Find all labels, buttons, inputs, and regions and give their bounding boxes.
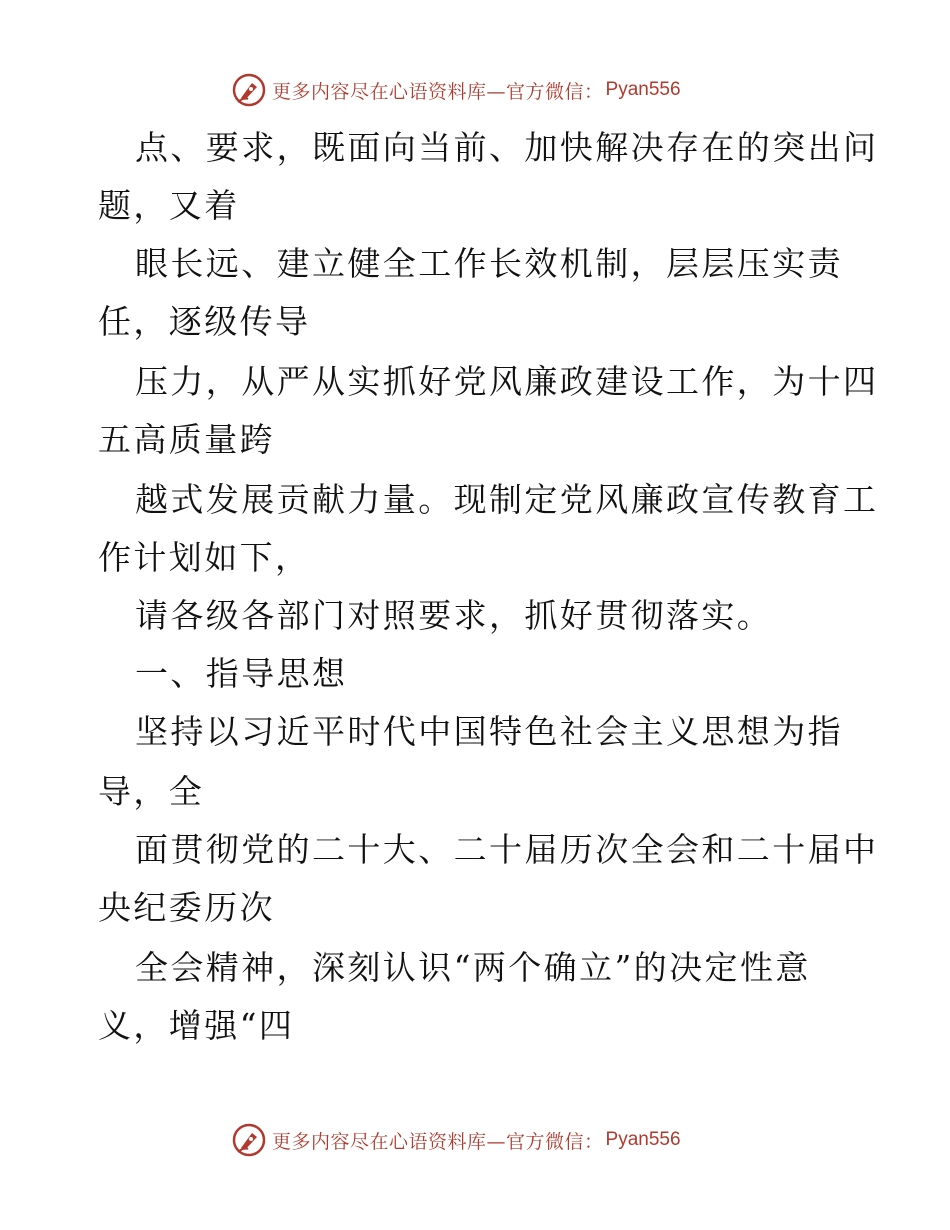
watermark-text: 更多内容尽在心语资料库—官方微信： [272,1130,604,1153]
body-line: 点、要求，既面向当前、加快解决存在的突出问 [135,128,879,167]
body-line: 义，增强“四 [98,1006,295,1045]
body-line: 越式发展贡献力量。现制定党风廉政宣传教育工 [135,480,879,519]
body-line: 五高质量跨 [98,420,275,459]
body-line: 任，逐级传导 [98,302,311,341]
body-line: 全会精神，深刻认识“两个确立”的决定性意 [135,948,811,987]
watermark-handle: Pyan556 [605,1129,681,1150]
body-line: 央纪委历次 [98,888,275,927]
header-watermark [232,73,681,107]
body-line: 题，又着 [98,186,240,225]
watermark-text: 更多内容尽在心语资料库—官方微信： [272,80,604,103]
footer-watermark [232,1123,681,1157]
section-heading: 一、指导思想 [135,654,348,693]
body-line: 眼长远、建立健全工作长效机制，层层压实责 [135,244,843,283]
body-line: 面贯彻党的二十大、二十届历次全会和二十届中 [135,830,879,869]
body-line: 压力，从严从实抓好党风廉政建设工作，为十四 [135,362,879,401]
pen-nib-circle-icon [232,1123,266,1157]
body-line: 请各级各部门对照要求，抓好贯彻落实。 [135,596,773,635]
pen-nib-circle-icon [232,73,266,107]
body-line: 坚持以习近平时代中国特色社会主义思想为指 [135,712,843,751]
body-line: 作计划如下， [98,538,311,577]
body-line: 导，全 [98,772,205,811]
watermark-handle: Pyan556 [605,79,681,100]
